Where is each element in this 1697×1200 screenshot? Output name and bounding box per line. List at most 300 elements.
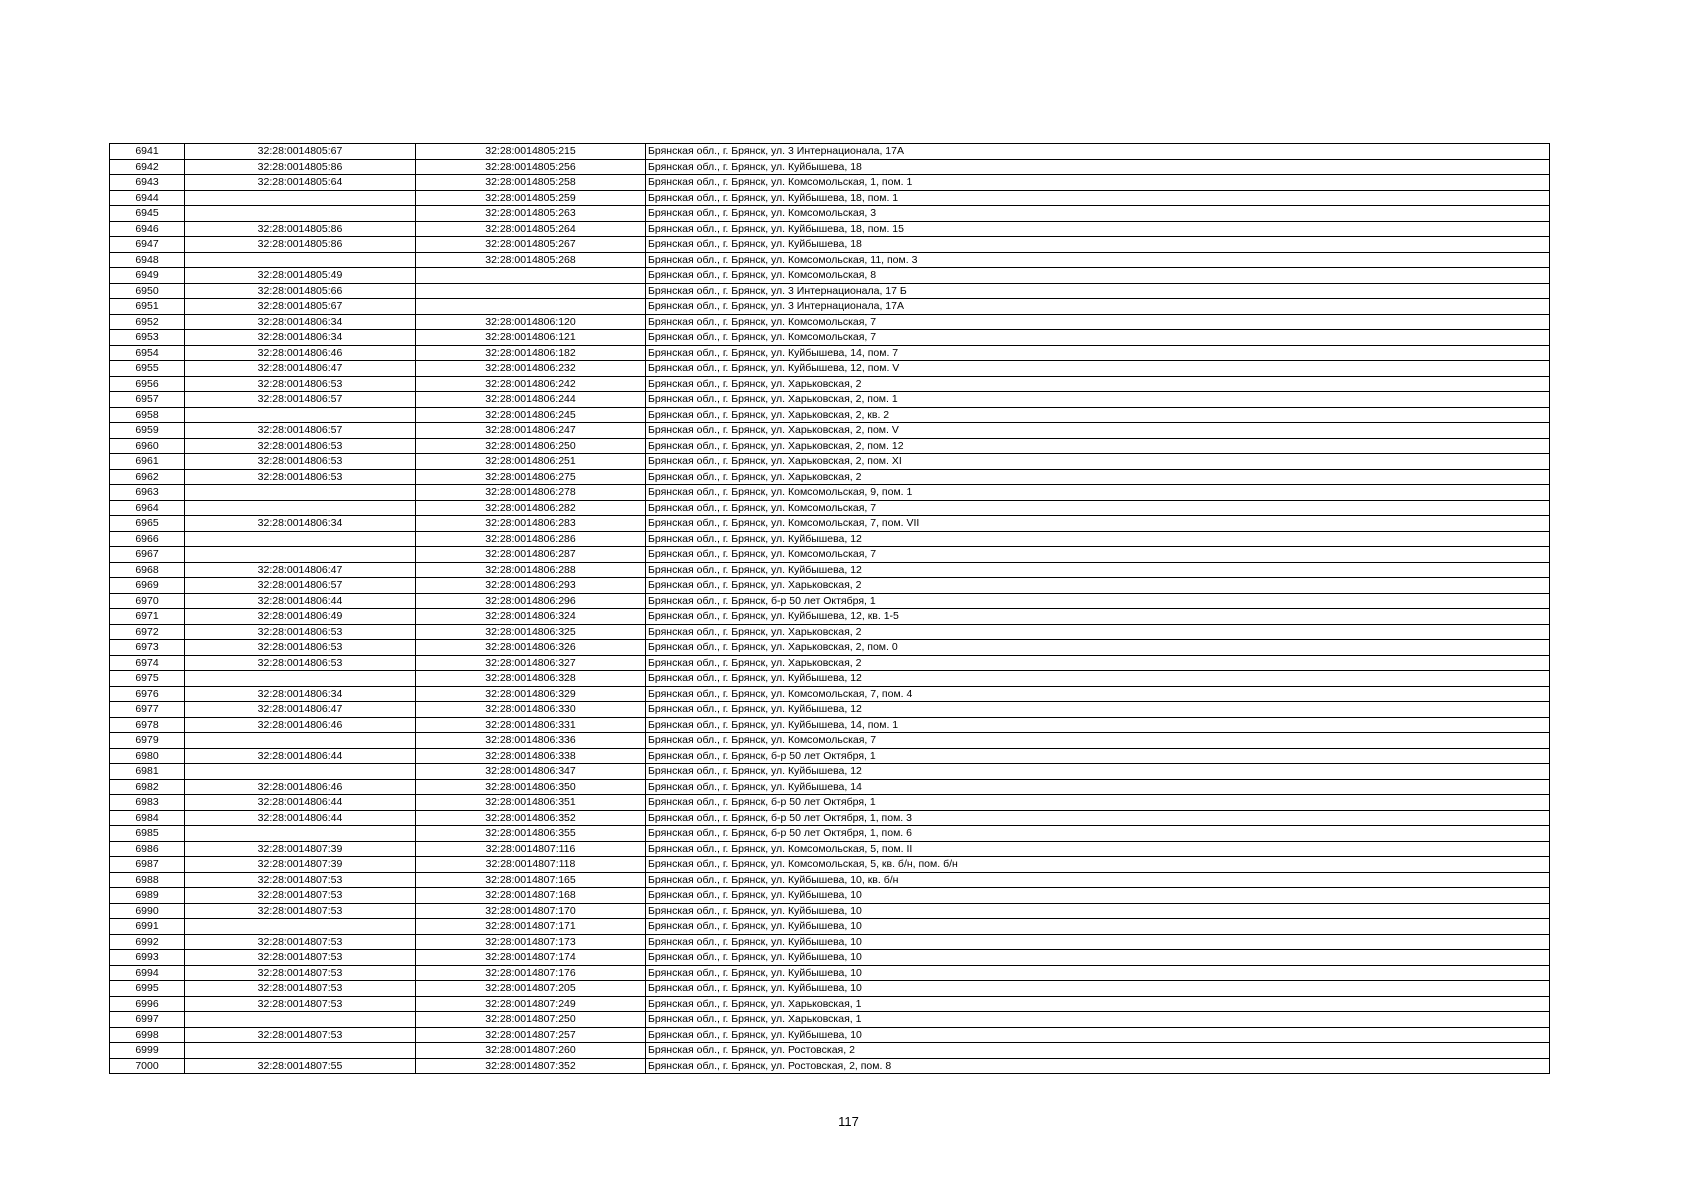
cadastral-number-cell: 32:28:0014806:282 (416, 500, 646, 516)
parent-cadastral-number-cell (185, 919, 416, 935)
table-row (110, 376, 1550, 392)
row-number-cell: 6960 (110, 438, 185, 454)
parent-cadastral-number-cell (185, 826, 416, 842)
address-cell: Брянская обл., г. Брянск, ул. Харьковская, 2, кв. 2 (646, 407, 1550, 423)
parent-cadastral-number-cell: 32:28:0014806:46 (185, 717, 416, 733)
row-number-cell: 6942 (110, 159, 185, 175)
table-row (110, 454, 1550, 470)
row-number-cell: 6975 (110, 671, 185, 687)
row-number-cell: 6986 (110, 841, 185, 857)
address-cell: Брянская обл., г. Брянск, б-р 50 лет Октября, 1, пом. 3 (646, 810, 1550, 826)
address-cell: Брянская обл., г. Брянск, ул. Комсомольская, 7 (646, 330, 1550, 346)
address-cell: Брянская обл., г. Брянск, ул. Куйбышева, 12 (646, 531, 1550, 547)
cadastral-number-cell: 32:28:0014806:120 (416, 314, 646, 330)
address-cell: Брянская обл., г. Брянск, б-р 50 лет Октября, 1 (646, 795, 1550, 811)
row-number-cell: 6957 (110, 392, 185, 408)
table-row (110, 175, 1550, 191)
table-row (110, 578, 1550, 594)
parent-cadastral-number-cell: 32:28:0014806:34 (185, 330, 416, 346)
table-row (110, 748, 1550, 764)
cadastral-number-cell: 32:28:0014806:244 (416, 392, 646, 408)
cadastral-number-cell: 32:28:0014807:116 (416, 841, 646, 857)
cadastral-number-cell: 32:28:0014805:263 (416, 206, 646, 222)
address-cell: Брянская обл., г. Брянск, ул. Куйбышева, 10 (646, 981, 1550, 997)
cadastral-number-cell: 32:28:0014806:247 (416, 423, 646, 439)
table-row (110, 903, 1550, 919)
address-cell: Брянская обл., г. Брянск, ул. Куйбышева, 10 (646, 903, 1550, 919)
address-cell: Брянская обл., г. Брянск, ул. Комсомольская, 7 (646, 733, 1550, 749)
row-number-cell: 6966 (110, 531, 185, 547)
address-cell: Брянская обл., г. Брянск, ул. Харьковская, 2, пом. XI (646, 454, 1550, 470)
parent-cadastral-number-cell (185, 500, 416, 516)
row-number-cell: 6947 (110, 237, 185, 253)
address-cell: Брянская обл., г. Брянск, б-р 50 лет Октября, 1, пом. 6 (646, 826, 1550, 842)
address-cell: Брянская обл., г. Брянск, ул. Харьковская, 2 (646, 624, 1550, 640)
cadastral-number-cell: 32:28:0014806:296 (416, 593, 646, 609)
table-row (110, 640, 1550, 656)
table-row (110, 717, 1550, 733)
cadastral-number-cell: 32:28:0014806:245 (416, 407, 646, 423)
cadastral-number-cell: 32:28:0014807:205 (416, 981, 646, 997)
parent-cadastral-number-cell: 32:28:0014807:53 (185, 996, 416, 1012)
parent-cadastral-number-cell: 32:28:0014805:49 (185, 268, 416, 284)
cadastral-number-cell: 32:28:0014807:165 (416, 872, 646, 888)
address-cell: Брянская обл., г. Брянск, ул. Куйбышева, 10 (646, 965, 1550, 981)
row-number-cell: 6956 (110, 376, 185, 392)
parent-cadastral-number-cell: 32:28:0014806:57 (185, 392, 416, 408)
table-row (110, 438, 1550, 454)
address-cell: Брянская обл., г. Брянск, ул. Харьковская, 2 (646, 469, 1550, 485)
cadastral-number-cell: 32:28:0014806:338 (416, 748, 646, 764)
address-cell: Брянская обл., г. Брянск, ул. Куйбышева, 12, пом. V (646, 361, 1550, 377)
address-cell: Брянская обл., г. Брянск, ул. Харьковская, 1 (646, 996, 1550, 1012)
table-row (110, 392, 1550, 408)
address-cell: Брянская обл., г. Брянск, ул. Куйбышева, 12 (646, 562, 1550, 578)
address-cell: Брянская обл., г. Брянск, ул. Куйбышева, 18 (646, 159, 1550, 175)
row-number-cell: 6982 (110, 779, 185, 795)
address-cell: Брянская обл., г. Брянск, ул. Комсомольская, 5, кв. б/н, пом. б/н (646, 857, 1550, 873)
parent-cadastral-number-cell: 32:28:0014806:44 (185, 795, 416, 811)
table-row (110, 1058, 1550, 1074)
row-number-cell: 6983 (110, 795, 185, 811)
parent-cadastral-number-cell: 32:28:0014806:57 (185, 578, 416, 594)
row-number-cell: 6959 (110, 423, 185, 439)
cadastral-number-cell: 32:28:0014806:350 (416, 779, 646, 795)
table-row (110, 206, 1550, 222)
address-cell: Брянская обл., г. Брянск, ул. Комсомольская, 5, пом. II (646, 841, 1550, 857)
parent-cadastral-number-cell (185, 190, 416, 206)
parent-cadastral-number-cell: 32:28:0014806:46 (185, 779, 416, 795)
cadastral-number-cell: 32:28:0014806:324 (416, 609, 646, 625)
table-row (110, 702, 1550, 718)
cadastral-number-cell: 32:28:0014805:268 (416, 252, 646, 268)
cadastral-number-cell: 32:28:0014807:168 (416, 888, 646, 904)
address-cell: Брянская обл., г. Брянск, ул. Харьковская, 2, пом. 1 (646, 392, 1550, 408)
address-cell: Брянская обл., г. Брянск, ул. Комсомольская, 7 (646, 547, 1550, 563)
cadastral-number-cell: 32:28:0014806:278 (416, 485, 646, 501)
table-row (110, 345, 1550, 361)
address-cell: Брянская обл., г. Брянск, ул. Куйбышева, 10, кв. б/н (646, 872, 1550, 888)
cadastral-number-cell: 32:28:0014807:170 (416, 903, 646, 919)
row-number-cell: 6991 (110, 919, 185, 935)
row-number-cell: 6999 (110, 1043, 185, 1059)
address-cell: Брянская обл., г. Брянск, ул. Куйбышева, 10 (646, 934, 1550, 950)
page-number: 117 (838, 1114, 859, 1129)
cadastral-number-cell: 32:28:0014805:256 (416, 159, 646, 175)
cadastral-number-cell: 32:28:0014807:352 (416, 1058, 646, 1074)
row-number-cell: 6978 (110, 717, 185, 733)
parent-cadastral-number-cell: 32:28:0014806:53 (185, 624, 416, 640)
address-cell: Брянская обл., г. Брянск, ул. Куйбышева, 12 (646, 671, 1550, 687)
row-number-cell: 6992 (110, 934, 185, 950)
parent-cadastral-number-cell: 32:28:0014806:53 (185, 376, 416, 392)
cadastral-number-cell: 32:28:0014805:258 (416, 175, 646, 191)
parent-cadastral-number-cell: 32:28:0014806:44 (185, 810, 416, 826)
row-number-cell: 6973 (110, 640, 185, 656)
cadastral-number-cell: 32:28:0014806:242 (416, 376, 646, 392)
row-number-cell: 6969 (110, 578, 185, 594)
table-row (110, 314, 1550, 330)
parent-cadastral-number-cell: 32:28:0014806:53 (185, 640, 416, 656)
parent-cadastral-number-cell: 32:28:0014806:47 (185, 562, 416, 578)
parent-cadastral-number-cell (185, 252, 416, 268)
parent-cadastral-number-cell: 32:28:0014806:34 (185, 686, 416, 702)
row-number-cell: 6980 (110, 748, 185, 764)
cadastral-number-cell: 32:28:0014807:249 (416, 996, 646, 1012)
table-row (110, 1012, 1550, 1028)
row-number-cell: 6971 (110, 609, 185, 625)
table-row (110, 857, 1550, 873)
row-number-cell: 6988 (110, 872, 185, 888)
table-row (110, 872, 1550, 888)
row-number-cell: 6948 (110, 252, 185, 268)
row-number-cell: 6964 (110, 500, 185, 516)
address-cell: Брянская обл., г. Брянск, ул. Куйбышева, 10 (646, 950, 1550, 966)
table-row (110, 407, 1550, 423)
address-cell: Брянская обл., г. Брянск, б-р 50 лет Октября, 1 (646, 748, 1550, 764)
cadastral-number-cell (416, 299, 646, 315)
cadastral-number-cell: 32:28:0014806:330 (416, 702, 646, 718)
table-row (110, 144, 1550, 160)
parent-cadastral-number-cell: 32:28:0014807:55 (185, 1058, 416, 1074)
parent-cadastral-number-cell: 32:28:0014807:53 (185, 965, 416, 981)
address-cell: Брянская обл., г. Брянск, ул. 3 Интернационала, 17А (646, 299, 1550, 315)
table-row (110, 531, 1550, 547)
row-number-cell: 6985 (110, 826, 185, 842)
row-number-cell: 6943 (110, 175, 185, 191)
cadastral-number-cell: 32:28:0014806:328 (416, 671, 646, 687)
table-row (110, 919, 1550, 935)
address-cell: Брянская обл., г. Брянск, ул. Куйбышева, 18 (646, 237, 1550, 253)
table-row (110, 547, 1550, 563)
cadastral-number-cell: 32:28:0014807:176 (416, 965, 646, 981)
registry-table (109, 143, 1550, 1074)
cadastral-number-cell (416, 283, 646, 299)
row-number-cell: 6977 (110, 702, 185, 718)
row-number-cell: 6961 (110, 454, 185, 470)
parent-cadastral-number-cell (185, 206, 416, 222)
parent-cadastral-number-cell: 32:28:0014805:67 (185, 299, 416, 315)
address-cell: Брянская обл., г. Брянск, ул. Куйбышева, 12, кв. 1-5 (646, 609, 1550, 625)
parent-cadastral-number-cell: 32:28:0014806:53 (185, 438, 416, 454)
address-cell: Брянская обл., г. Брянск, ул. Комсомольская, 7 (646, 314, 1550, 330)
table-row (110, 841, 1550, 857)
parent-cadastral-number-cell: 32:28:0014806:34 (185, 314, 416, 330)
row-number-cell: 6990 (110, 903, 185, 919)
parent-cadastral-number-cell: 32:28:0014807:53 (185, 934, 416, 950)
table-row (110, 268, 1550, 284)
table-row (110, 469, 1550, 485)
address-cell: Брянская обл., г. Брянск, ул. Харьковская, 2, пом. V (646, 423, 1550, 439)
parent-cadastral-number-cell (185, 671, 416, 687)
table-row (110, 826, 1550, 842)
table-row (110, 981, 1550, 997)
address-cell: Брянская обл., г. Брянск, ул. Комсомольская, 7 (646, 500, 1550, 516)
row-number-cell: 6981 (110, 764, 185, 780)
row-number-cell: 6989 (110, 888, 185, 904)
table-row (110, 562, 1550, 578)
parent-cadastral-number-cell: 32:28:0014806:47 (185, 361, 416, 377)
row-number-cell: 6946 (110, 221, 185, 237)
table-row (110, 950, 1550, 966)
cadastral-number-cell: 32:28:0014806:288 (416, 562, 646, 578)
table-row (110, 252, 1550, 268)
parent-cadastral-number-cell (185, 733, 416, 749)
cadastral-number-cell: 32:28:0014806:182 (416, 345, 646, 361)
cadastral-number-cell: 32:28:0014806:325 (416, 624, 646, 640)
table-row (110, 996, 1550, 1012)
cadastral-number-cell: 32:28:0014806:286 (416, 531, 646, 547)
row-number-cell: 6941 (110, 144, 185, 160)
cadastral-number-cell: 32:28:0014806:329 (416, 686, 646, 702)
cadastral-number-cell: 32:28:0014806:347 (416, 764, 646, 780)
cadastral-number-cell: 32:28:0014806:327 (416, 655, 646, 671)
table-row (110, 888, 1550, 904)
row-number-cell: 6984 (110, 810, 185, 826)
address-cell: Брянская обл., г. Брянск, ул. Ростовская, 2, пом. 8 (646, 1058, 1550, 1074)
row-number-cell: 6970 (110, 593, 185, 609)
address-cell: Брянская обл., г. Брянск, ул. Куйбышева, 14 (646, 779, 1550, 795)
parent-cadastral-number-cell (185, 485, 416, 501)
row-number-cell: 6954 (110, 345, 185, 361)
table-row (110, 159, 1550, 175)
cadastral-number-cell: 32:28:0014806:351 (416, 795, 646, 811)
row-number-cell: 6958 (110, 407, 185, 423)
parent-cadastral-number-cell: 32:28:0014807:53 (185, 888, 416, 904)
row-number-cell: 6974 (110, 655, 185, 671)
cadastral-number-cell: 32:28:0014807:260 (416, 1043, 646, 1059)
row-number-cell: 6967 (110, 547, 185, 563)
table-row (110, 795, 1550, 811)
table-row (110, 423, 1550, 439)
address-cell: Брянская обл., г. Брянск, ул. Куйбышева, 10 (646, 1027, 1550, 1043)
cadastral-number-cell: 32:28:0014806:352 (416, 810, 646, 826)
cadastral-number-cell: 32:28:0014807:173 (416, 934, 646, 950)
table-row (110, 485, 1550, 501)
parent-cadastral-number-cell (185, 1012, 416, 1028)
cadastral-number-cell: 32:28:0014807:174 (416, 950, 646, 966)
row-number-cell: 6965 (110, 516, 185, 532)
address-cell: Брянская обл., г. Брянск, ул. Комсомольская, 11, пом. 3 (646, 252, 1550, 268)
table-row (110, 1027, 1550, 1043)
row-number-cell: 6998 (110, 1027, 185, 1043)
registry-table-body (110, 144, 1550, 1074)
row-number-cell: 6945 (110, 206, 185, 222)
cadastral-number-cell: 32:28:0014807:257 (416, 1027, 646, 1043)
parent-cadastral-number-cell: 32:28:0014806:34 (185, 516, 416, 532)
parent-cadastral-number-cell: 32:28:0014807:53 (185, 872, 416, 888)
row-number-cell: 6950 (110, 283, 185, 299)
row-number-cell: 6972 (110, 624, 185, 640)
table-row (110, 671, 1550, 687)
parent-cadastral-number-cell: 32:28:0014806:53 (185, 469, 416, 485)
parent-cadastral-number-cell: 32:28:0014806:44 (185, 593, 416, 609)
address-cell: Брянская обл., г. Брянск, ул. Ростовская, 2 (646, 1043, 1550, 1059)
address-cell: Брянская обл., г. Брянск, ул. Комсомольская, 8 (646, 268, 1550, 284)
address-cell: Брянская обл., г. Брянск, ул. Комсомольская, 9, пом. 1 (646, 485, 1550, 501)
address-cell: Брянская обл., г. Брянск, ул. Куйбышева, 12 (646, 702, 1550, 718)
row-number-cell: 6987 (110, 857, 185, 873)
address-cell: Брянская обл., г. Брянск, ул. 3 Интернационала, 17 Б (646, 283, 1550, 299)
address-cell: Брянская обл., г. Брянск, ул. Комсомольская, 7, пом. VII (646, 516, 1550, 532)
cadastral-number-cell: 32:28:0014806:331 (416, 717, 646, 733)
table-row (110, 686, 1550, 702)
row-number-cell: 6944 (110, 190, 185, 206)
cadastral-number-cell (416, 268, 646, 284)
table-row (110, 965, 1550, 981)
row-number-cell: 6962 (110, 469, 185, 485)
parent-cadastral-number-cell (185, 764, 416, 780)
table-row (110, 934, 1550, 950)
table-row (110, 500, 1550, 516)
table-row (110, 655, 1550, 671)
row-number-cell: 6993 (110, 950, 185, 966)
parent-cadastral-number-cell: 32:28:0014806:53 (185, 655, 416, 671)
row-number-cell: 6997 (110, 1012, 185, 1028)
parent-cadastral-number-cell: 32:28:0014806:44 (185, 748, 416, 764)
parent-cadastral-number-cell: 32:28:0014805:67 (185, 144, 416, 160)
cadastral-number-cell: 32:28:0014806:355 (416, 826, 646, 842)
address-cell: Брянская обл., г. Брянск, ул. Харьковская, 2 (646, 376, 1550, 392)
address-cell: Брянская обл., г. Брянск, ул. Куйбышева, 10 (646, 888, 1550, 904)
cadastral-number-cell: 32:28:0014805:264 (416, 221, 646, 237)
row-number-cell: 6994 (110, 965, 185, 981)
row-number-cell: 6963 (110, 485, 185, 501)
row-number-cell: 6955 (110, 361, 185, 377)
parent-cadastral-number-cell: 32:28:0014805:86 (185, 237, 416, 253)
cadastral-number-cell: 32:28:0014807:250 (416, 1012, 646, 1028)
address-cell: Брянская обл., г. Брянск, ул. Комсомольская, 1, пом. 1 (646, 175, 1550, 191)
row-number-cell: 7000 (110, 1058, 185, 1074)
address-cell: Брянская обл., г. Брянск, ул. Харьковская, 2 (646, 655, 1550, 671)
address-cell: Брянская обл., г. Брянск, ул. Куйбышева, 18, пом. 15 (646, 221, 1550, 237)
address-cell: Брянская обл., г. Брянск, ул. Харьковская, 2 (646, 578, 1550, 594)
parent-cadastral-number-cell: 32:28:0014807:53 (185, 1027, 416, 1043)
address-cell: Брянская обл., г. Брянск, ул. 3 Интернационала, 17А (646, 144, 1550, 160)
parent-cadastral-number-cell: 32:28:0014807:53 (185, 981, 416, 997)
parent-cadastral-number-cell: 32:28:0014807:53 (185, 950, 416, 966)
row-number-cell: 6995 (110, 981, 185, 997)
table-row (110, 221, 1550, 237)
table-row (110, 733, 1550, 749)
table-row (110, 237, 1550, 253)
cadastral-number-cell: 32:28:0014806:287 (416, 547, 646, 563)
address-cell: Брянская обл., г. Брянск, ул. Харьковская, 1 (646, 1012, 1550, 1028)
parent-cadastral-number-cell (185, 531, 416, 547)
table-row (110, 299, 1550, 315)
row-number-cell: 6968 (110, 562, 185, 578)
parent-cadastral-number-cell (185, 547, 416, 563)
table-row (110, 330, 1550, 346)
row-number-cell: 6953 (110, 330, 185, 346)
cadastral-number-cell: 32:28:0014806:336 (416, 733, 646, 749)
address-cell: Брянская обл., г. Брянск, ул. Комсомольская, 3 (646, 206, 1550, 222)
parent-cadastral-number-cell (185, 407, 416, 423)
table-row (110, 516, 1550, 532)
table-row (110, 764, 1550, 780)
address-cell: Брянская обл., г. Брянск, ул. Куйбышева, 14, пом. 7 (646, 345, 1550, 361)
row-number-cell: 6949 (110, 268, 185, 284)
table-row (110, 624, 1550, 640)
table-row (110, 361, 1550, 377)
cadastral-number-cell: 32:28:0014807:118 (416, 857, 646, 873)
parent-cadastral-number-cell: 32:28:0014805:86 (185, 221, 416, 237)
cadastral-number-cell: 32:28:0014805:259 (416, 190, 646, 206)
cadastral-number-cell: 32:28:0014805:267 (416, 237, 646, 253)
address-cell: Брянская обл., г. Брянск, ул. Куйбышева, 12 (646, 764, 1550, 780)
cadastral-number-cell: 32:28:0014806:232 (416, 361, 646, 377)
parent-cadastral-number-cell: 32:28:0014807:53 (185, 903, 416, 919)
row-number-cell: 6979 (110, 733, 185, 749)
table-row (110, 283, 1550, 299)
cadastral-number-cell: 32:28:0014806:251 (416, 454, 646, 470)
address-cell: Брянская обл., г. Брянск, ул. Комсомольская, 7, пом. 4 (646, 686, 1550, 702)
row-number-cell: 6976 (110, 686, 185, 702)
address-cell: Брянская обл., г. Брянск, ул. Куйбышева, 14, пом. 1 (646, 717, 1550, 733)
table-row (110, 593, 1550, 609)
cadastral-number-cell: 32:28:0014807:171 (416, 919, 646, 935)
table-row (110, 609, 1550, 625)
address-cell: Брянская обл., г. Брянск, ул. Куйбышева, 10 (646, 919, 1550, 935)
parent-cadastral-number-cell: 32:28:0014806:46 (185, 345, 416, 361)
table-row (110, 190, 1550, 206)
cadastral-number-cell: 32:28:0014806:250 (416, 438, 646, 454)
parent-cadastral-number-cell: 32:28:0014806:49 (185, 609, 416, 625)
cadastral-number-cell: 32:28:0014806:326 (416, 640, 646, 656)
parent-cadastral-number-cell: 32:28:0014805:66 (185, 283, 416, 299)
address-cell: Брянская обл., г. Брянск, ул. Харьковская, 2, пом. 12 (646, 438, 1550, 454)
cadastral-number-cell: 32:28:0014806:121 (416, 330, 646, 346)
row-number-cell: 6952 (110, 314, 185, 330)
table-row (110, 1043, 1550, 1059)
parent-cadastral-number-cell: 32:28:0014806:57 (185, 423, 416, 439)
parent-cadastral-number-cell: 32:28:0014805:64 (185, 175, 416, 191)
cadastral-number-cell: 32:28:0014806:293 (416, 578, 646, 594)
parent-cadastral-number-cell: 32:28:0014806:53 (185, 454, 416, 470)
cadastral-number-cell: 32:28:0014806:275 (416, 469, 646, 485)
address-cell: Брянская обл., г. Брянск, б-р 50 лет Октября, 1 (646, 593, 1550, 609)
row-number-cell: 6951 (110, 299, 185, 315)
parent-cadastral-number-cell: 32:28:0014806:47 (185, 702, 416, 718)
address-cell: Брянская обл., г. Брянск, ул. Харьковская, 2, пом. 0 (646, 640, 1550, 656)
table-row (110, 810, 1550, 826)
parent-cadastral-number-cell (185, 1043, 416, 1059)
cadastral-number-cell: 32:28:0014805:215 (416, 144, 646, 160)
parent-cadastral-number-cell: 32:28:0014805:86 (185, 159, 416, 175)
parent-cadastral-number-cell: 32:28:0014807:39 (185, 841, 416, 857)
cadastral-number-cell: 32:28:0014806:283 (416, 516, 646, 532)
address-cell: Брянская обл., г. Брянск, ул. Куйбышева, 18, пом. 1 (646, 190, 1550, 206)
